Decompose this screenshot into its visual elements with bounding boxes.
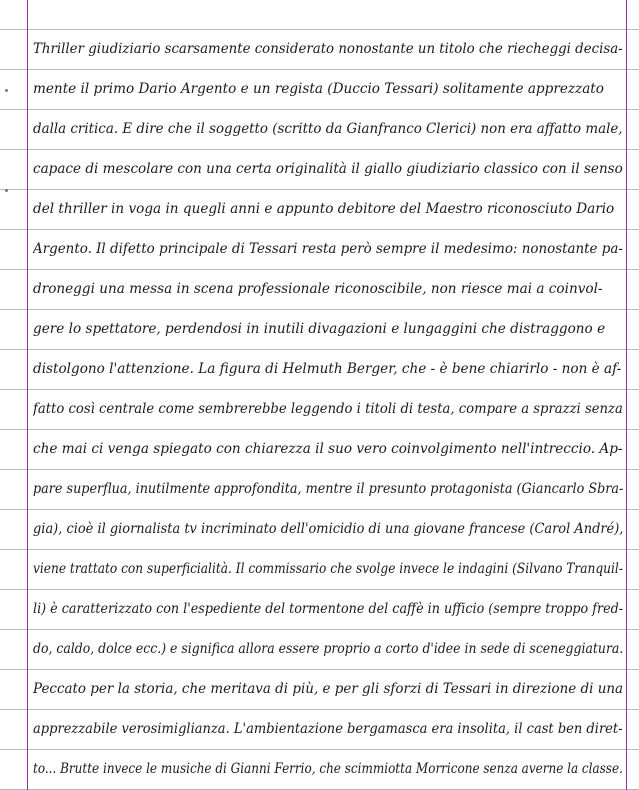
- ruled-line: [0, 109, 639, 110]
- ruled-line: [0, 389, 639, 390]
- text-line-6: Argento. Il difetto principale di Tessari resta però sempre il medesimo: nonostante pa-: [33, 241, 623, 257]
- text-line-2: mente il primo Dario Argento e un regista (Duccio Tessari) solitamente apprezzato: [33, 81, 604, 97]
- text-line-3: dalla critica. E dire che il soggetto (scritto da Gianfranco Clerici) non era affatto male,: [33, 121, 623, 137]
- text-line-17: Peccato per la storia, che meritava di più, e per gli sforzi di Tessari in direzione di una: [33, 681, 623, 697]
- text-line-18: apprezzabile verosimiglianza. L'ambientazione bergamasca era insolita, il cast ben diret-: [33, 721, 623, 737]
- ruled-line: [0, 589, 639, 590]
- ruled-line: [0, 469, 639, 470]
- text-line-16: do, caldo, dolce ecc.) e significa allora essere proprio a corto d'idee in sede di sceneggiatura.: [33, 641, 623, 657]
- text-line-4: capace di mescolare con una certa originalità il giallo giudiziario classico con il senso: [33, 161, 623, 177]
- ruled-line: [0, 349, 639, 350]
- binder-hole-icon: [5, 189, 8, 192]
- text-line-14: viene trattato con superficialità. Il commissario che svolge invece le indagini (Silvano Tranquil-: [33, 561, 623, 577]
- text-line-9: distolgono l'attenzione. La figura di Helmuth Berger, che - è bene chiarirlo - non è af-: [33, 361, 622, 377]
- text-line-10: fatto così centrale come sembrerebbe leggendo i titoli di testa, compare a sprazzi senza: [33, 401, 623, 417]
- text-line-15: li) è caratterizzato con l'espediente del tormentone del caffè in ufficio (sempre troppo fred-: [33, 601, 623, 617]
- ruled-line: [0, 189, 639, 190]
- left-margin-line: [27, 0, 28, 790]
- text-line-12: pare superflua, inutilmente approfondita, mentre il presunto protagonista (Giancarlo Sbra-: [33, 481, 623, 497]
- ruled-line: [0, 629, 639, 630]
- text-line-8: gere lo spettatore, perdendosi in inutili divagazioni e lungaggini che distraggono e: [33, 321, 606, 337]
- ruled-line: [0, 429, 639, 430]
- text-line-5: del thriller in voga in quegli anni e appunto debitore del Maestro riconosciuto Dario: [33, 201, 615, 217]
- text-line-13: gia), cioè il giornalista tv incriminato dell'omicidio di una giovane francese (Carol André),: [33, 521, 623, 537]
- ruled-line: [0, 309, 639, 310]
- text-line-19: to... Brutte invece le musiche di Gianni Ferrio, che scimmiotta Morricone senza averne la classe.: [33, 761, 623, 777]
- text-line-7: droneggi una messa in scena professionale riconoscibile, non riesce mai a coinvol-: [33, 281, 603, 297]
- ruled-line: [0, 229, 639, 230]
- ruled-line: [0, 269, 639, 270]
- ruled-line: [0, 549, 639, 550]
- right-margin-line: [626, 0, 627, 790]
- ruled-line: [0, 29, 639, 30]
- text-line-11: che mai ci venga spiegato con chiarezza il suo vero coinvolgimento nell'intreccio. Ap-: [33, 441, 623, 457]
- ruled-line: [0, 509, 639, 510]
- binder-hole-icon: [5, 89, 8, 92]
- ruled-line: [0, 149, 639, 150]
- ruled-line: [0, 709, 639, 710]
- ruled-line: [0, 669, 639, 670]
- ruled-line: [0, 749, 639, 750]
- text-line-1: Thriller giudiziario scarsamente considerato nonostante un titolo che riecheggi decisa-: [33, 41, 623, 57]
- ruled-line: [0, 69, 639, 70]
